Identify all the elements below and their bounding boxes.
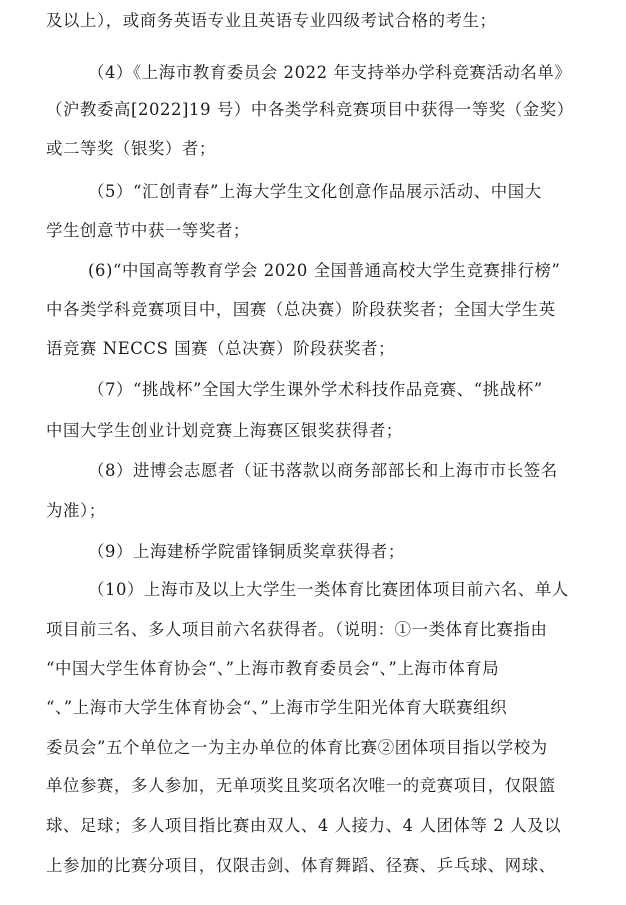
text-line: （沪教委高[2022]19 号）中各类学科竞赛项目中获得一等奖（金奖） (46, 100, 574, 119)
text-line: 项目前三名、多人项目前六名获得者。（说明：①一类体育比赛指由 (46, 620, 548, 639)
text-line: 中各类学科竞赛项目中，国赛（总决赛）阶段获奖者；全国大学生英 (46, 300, 556, 319)
text-line: “、”上海市大学生体育协会“、”上海市学生阳光体育大联赛组织 (46, 698, 508, 717)
text-line: 单位参赛，多人参加，无单项奖且奖项名次唯一的竞赛项目，仅限篮 (46, 776, 556, 795)
text-line: （10）上海市及以上大学生一类体育比赛团体项目前六名、单人 (88, 580, 569, 599)
text-line: （9）上海建桥学院雷锋铜质奖章获得者； (88, 542, 405, 561)
text-line: 学生创意节中获一等奖者； (46, 221, 250, 240)
text-line: 为准）； (46, 501, 106, 520)
text-line: 球、足球；多人项目指比赛由双人、4 人接力、4 人团体等 2 人及以 (46, 816, 562, 835)
text-line: （4）《上海市教育委员会 2022 年支持举办学科竞赛活动名单》 (88, 63, 572, 82)
text-line: 委员会”五个单位之一为主办单位的体育比赛②团体项目指以学校为 (46, 738, 548, 757)
text-line: 语竞赛 NECCS 国赛（总决赛）阶段获奖者； (46, 339, 396, 358)
text-line: （7）“挑战杯”全国大学生课外学术科技作品竞赛、“挑战杯” (88, 380, 543, 399)
text-line: 中国大学生创业计划竞赛上海赛区银奖获得者； (46, 421, 403, 440)
text-line: （5）“汇创青春”上海大学生文化创意作品展示活动、中国大 (88, 182, 542, 201)
text-line: （8）进博会志愿者（证书落款以商务部部长和上海市市长签名 (88, 461, 558, 480)
text-line: (6)“中国高等教育学会 2020 全国普通高校大学生竞赛排行榜” (88, 261, 561, 280)
text-line: 或二等奖（银奖）者； (46, 139, 216, 158)
text-line: 及以上），或商务英语专业且英语专业四级考试合格的考生； (46, 11, 497, 30)
text-line: “中国大学生体育协会“、”上海市教育委员会“、”上海市体育局 (46, 659, 500, 678)
text-line: 上参加的比赛分项目，仅限击剑、体育舞蹈、径赛、乒乓球、网球、 (46, 856, 556, 875)
